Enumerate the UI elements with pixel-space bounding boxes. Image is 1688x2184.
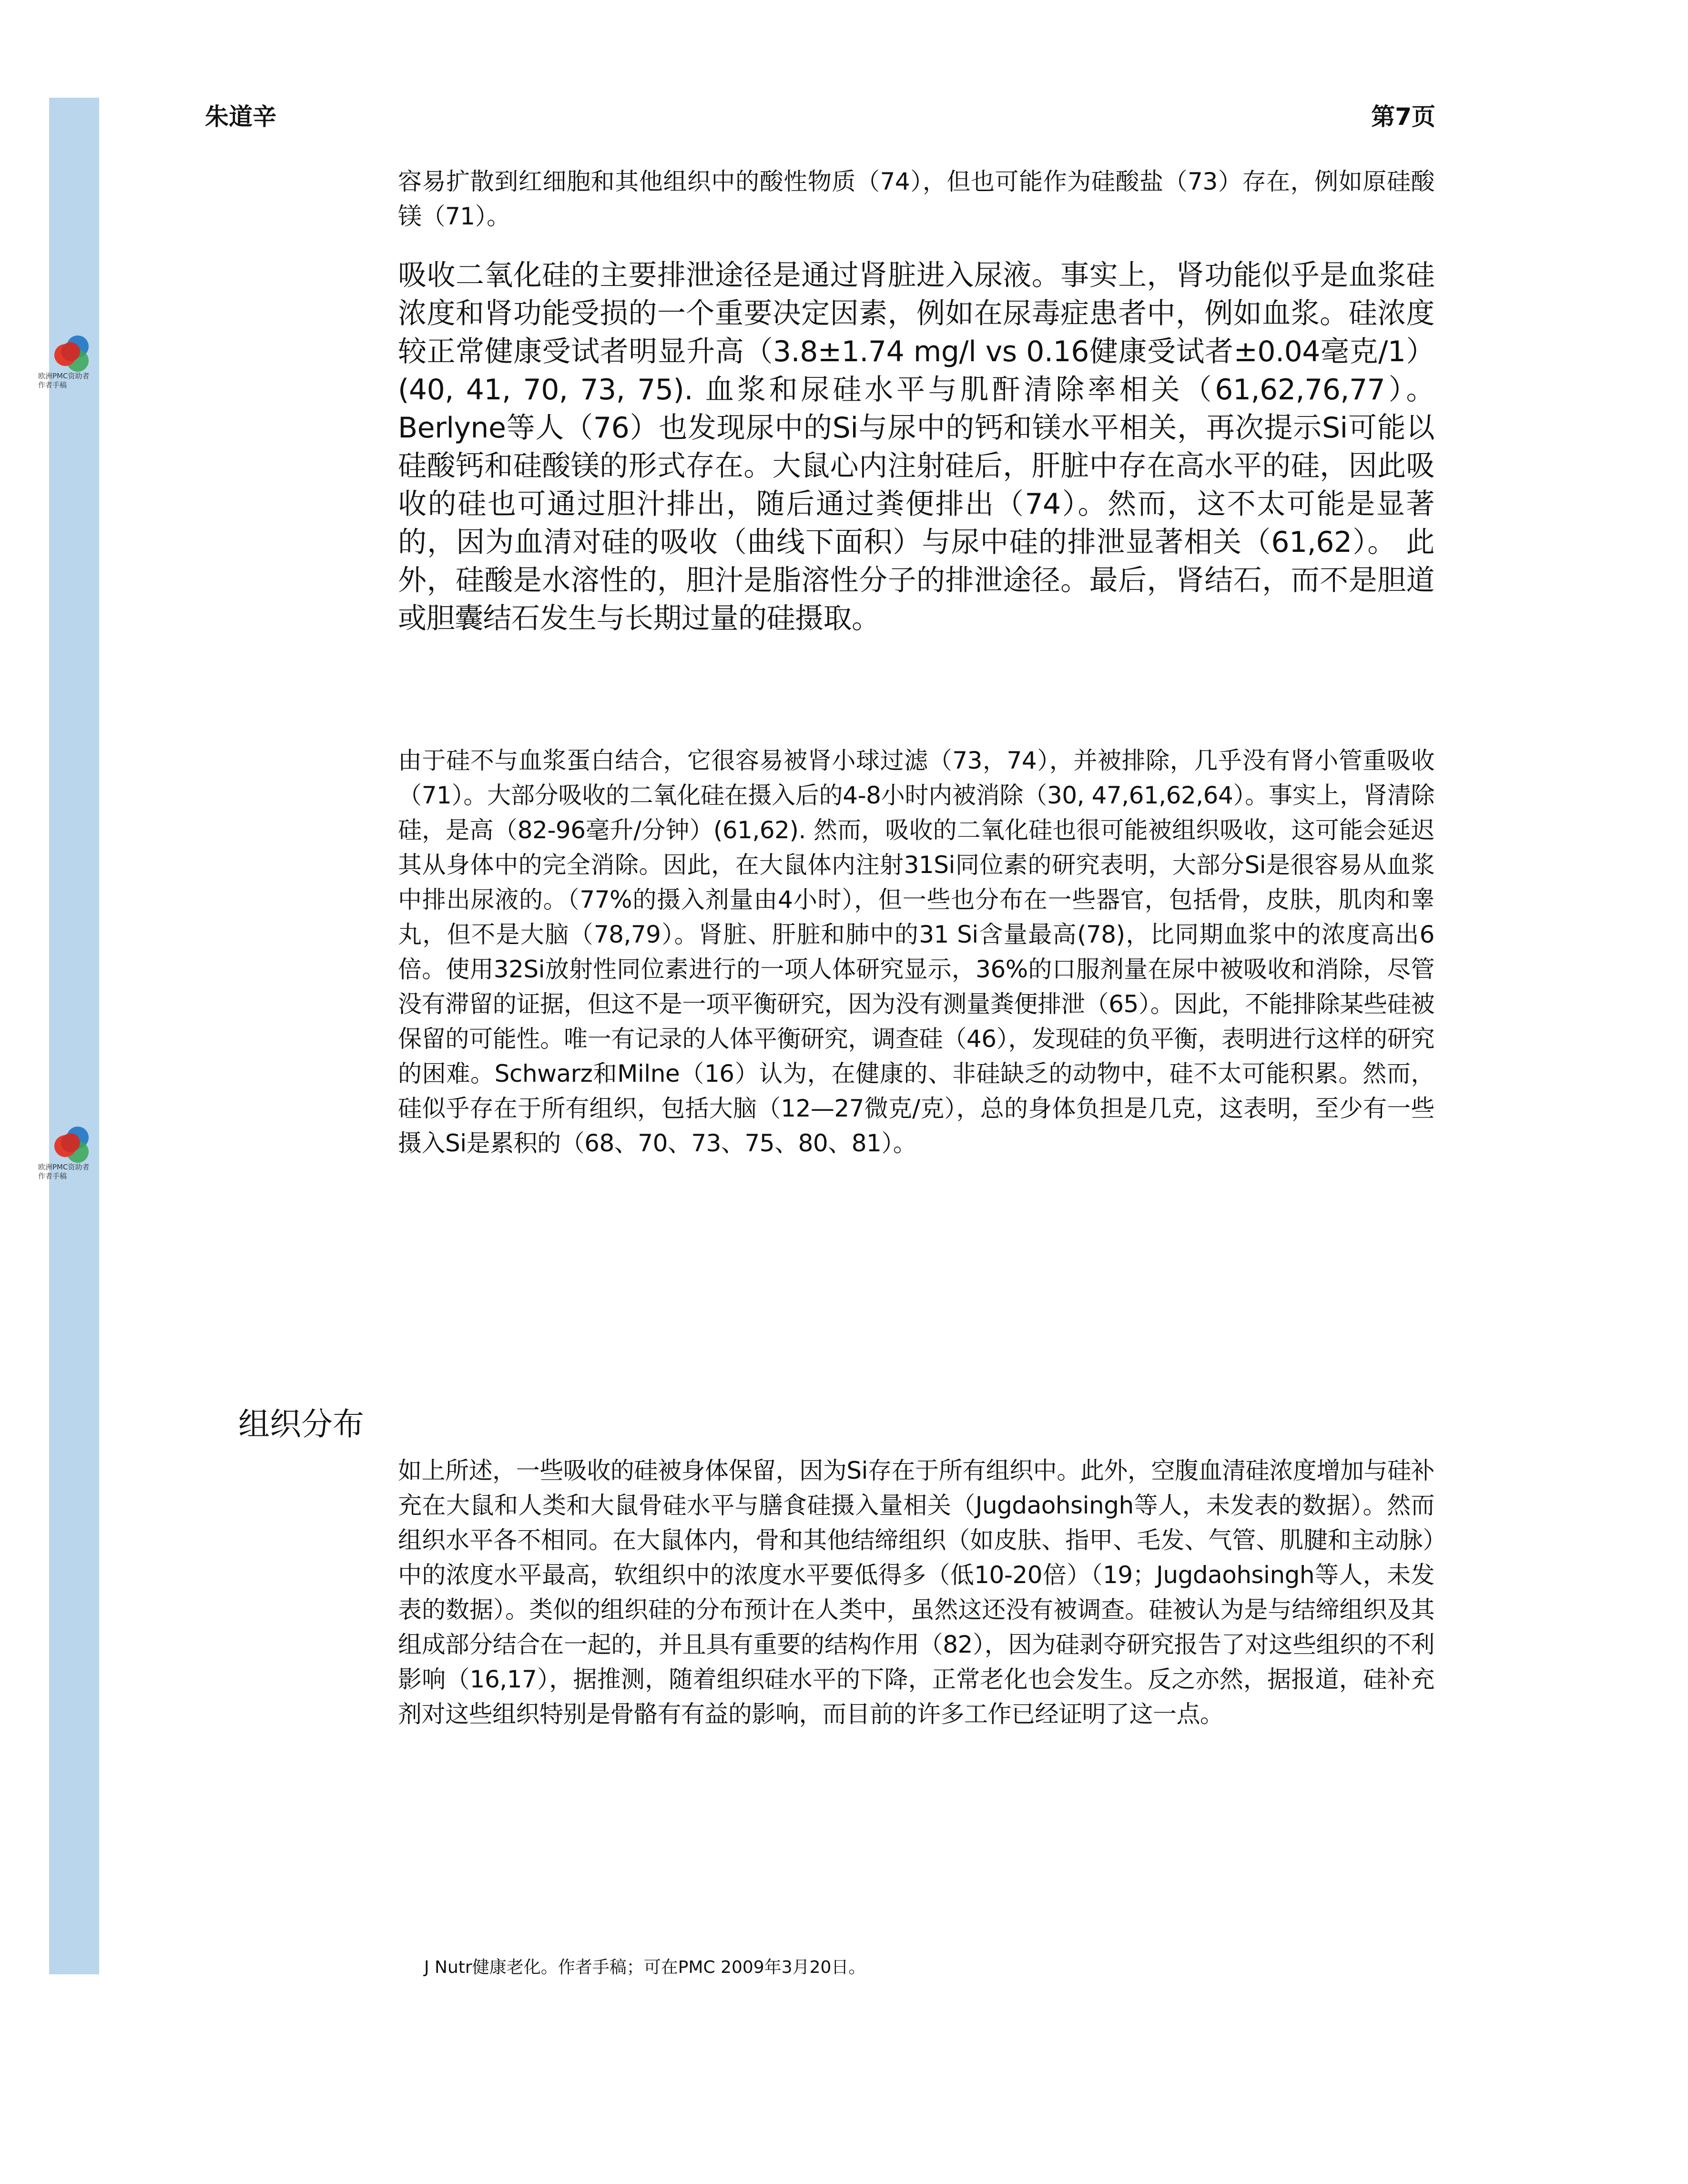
body-paragraph: 吸收二氧化硅的主要排泄途径是通过肾脏进入尿液。事实上，肾功能似乎是血浆硅浓度和肾功能受损的一个重要决定因素，例如在尿毒症患者中，例如血浆。硅浓度较正常健康受试者明显升高（3.8±1.74 mg/l vs 0.16健康受试者±0.04毫克/1）(40, 41, 70, 73, 75). 血浆和尿硅水平与肌酐清除率相关（61,62,76,77）。Berlyne等人（76）也发现尿中的Si与尿中的钙和镁水平相关，再次提示Si可能以硅酸钙和硅酸镁的形式存在。大鼠心内注射硅后，肝脏中存在高水平的硅，因此吸收的硅也可通过胆汁排出，随后通过粪便排出（74）。然而，这不太可能是显著的，因为血清对硅的吸收（曲线下面积）与尿中硅的排泄显著相关（61,62）。 此外，硅酸是水溶性的，胆汁是脂溶性分子的排泄途径。最后，肾结石，而不是胆道或胆囊结石发生与长期过量的硅摄取。	[398, 259, 1434, 635]
body-paragraph: 如上所述，一些吸收的硅被身体保留，因为Si存在于所有组织中。此外，空腹血清硅浓度增加与硅补充在大鼠和人类和大鼠骨硅水平与膳食硅摄入量相关（Jugdaohsingh等人，未发表的数据）。然而组织水平各不相同。在大鼠体内，骨和其他结缔组织（如皮肤、指甲、毛发、气管、肌腱和主动脉）中的浓度水平最高，软组织中的浓度水平要低得多（低10-20倍）（19；Jugdaohsingh等人，未发表的数据）。类似的组织硅的分布预计在人类中，虽然这还没有被调查。硅被认为是与结缔组织及其组成部分结合在一起的，并且具有重要的结构作用（82），因为硅剥夺研究报告了对这些组织的不利影响（16,17），据推测，随着组织硅水平的下降，正常老化也会发生。反之亦然，据报道，硅补充剂对这些组织特别是骨骼有有益的影响，而目前的许多工作已经证明了这一点。	[398, 1457, 1434, 1728]
pmc-badge	[38, 334, 100, 390]
pmc-logo-icon	[52, 1125, 91, 1163]
pmc-badge-caption: 欧洲PMC资助者作者手稿	[38, 372, 90, 389]
pmc-badge-caption: 欧洲PMC资助者作者手稿	[38, 1163, 90, 1180]
body-paragraph: 容易扩散到红细胞和其他组织中的酸性物质（74），但也可能作为硅酸盐（73）存在，例如原硅酸镁（71）。	[398, 168, 1434, 230]
page-footer-citation: J Nutr健康老化。作者手稿；可在PMC 2009年3月20日。	[424, 1958, 866, 1977]
body-paragraph: 由于硅不与血浆蛋白结合，它很容易被肾小球过滤（73，74），并被排除，几乎没有肾小管重吸收（71）。大部分吸收的二氧化硅在摄入后的4-8小时内被消除（30, 47,61,62,64）。事实上，肾清除硅，是高（82-96毫升/分钟）(61,62). 然而，吸收的二氧化硅也很可能被组织吸收，这可能会延迟其从身体中的完全消除。因此，在大鼠体内注射31Si同位素的研究表明，大部分Si是很容易从血浆中排出尿液的。（77%的摄入剂量由4小时），但一些也分布在一些器官，包括骨，皮肤，肌肉和睾丸，但不是大脑（78,79）。肾脏、肝脏和肺中的31 Si含量最高(78)，比同期血浆中的浓度高出6倍。使用32Si放射性同位素进行的一项人体研究显示，36%的口服剂量在尿中被吸收和消除，尽管没有滞留的证据，但这不是一项平衡研究，因为没有测量粪便排泄（65）。因此，不能排除某些硅被保留的可能性。唯一有记录的人体平衡研究，调查硅（46），发现硅的负平衡，表明进行这样的研究的困难。Schwarz和Milne（16）认为，在健康的、非硅缺乏的动物中，硅不太可能积累。然而，硅似乎存在于所有组织，包括大脑（12—27微克/克），总的身体负担是几克，这表明，至少有一些摄入Si是累积的（68、70、73、75、80、81）。	[398, 747, 1434, 1157]
pmc-logo-icon	[52, 334, 91, 372]
section-heading: 组织分布	[238, 1406, 364, 1442]
page-number: 第7页	[1371, 103, 1435, 131]
running-header-author: 朱道辛	[205, 103, 276, 131]
pmc-badge	[38, 1125, 100, 1181]
